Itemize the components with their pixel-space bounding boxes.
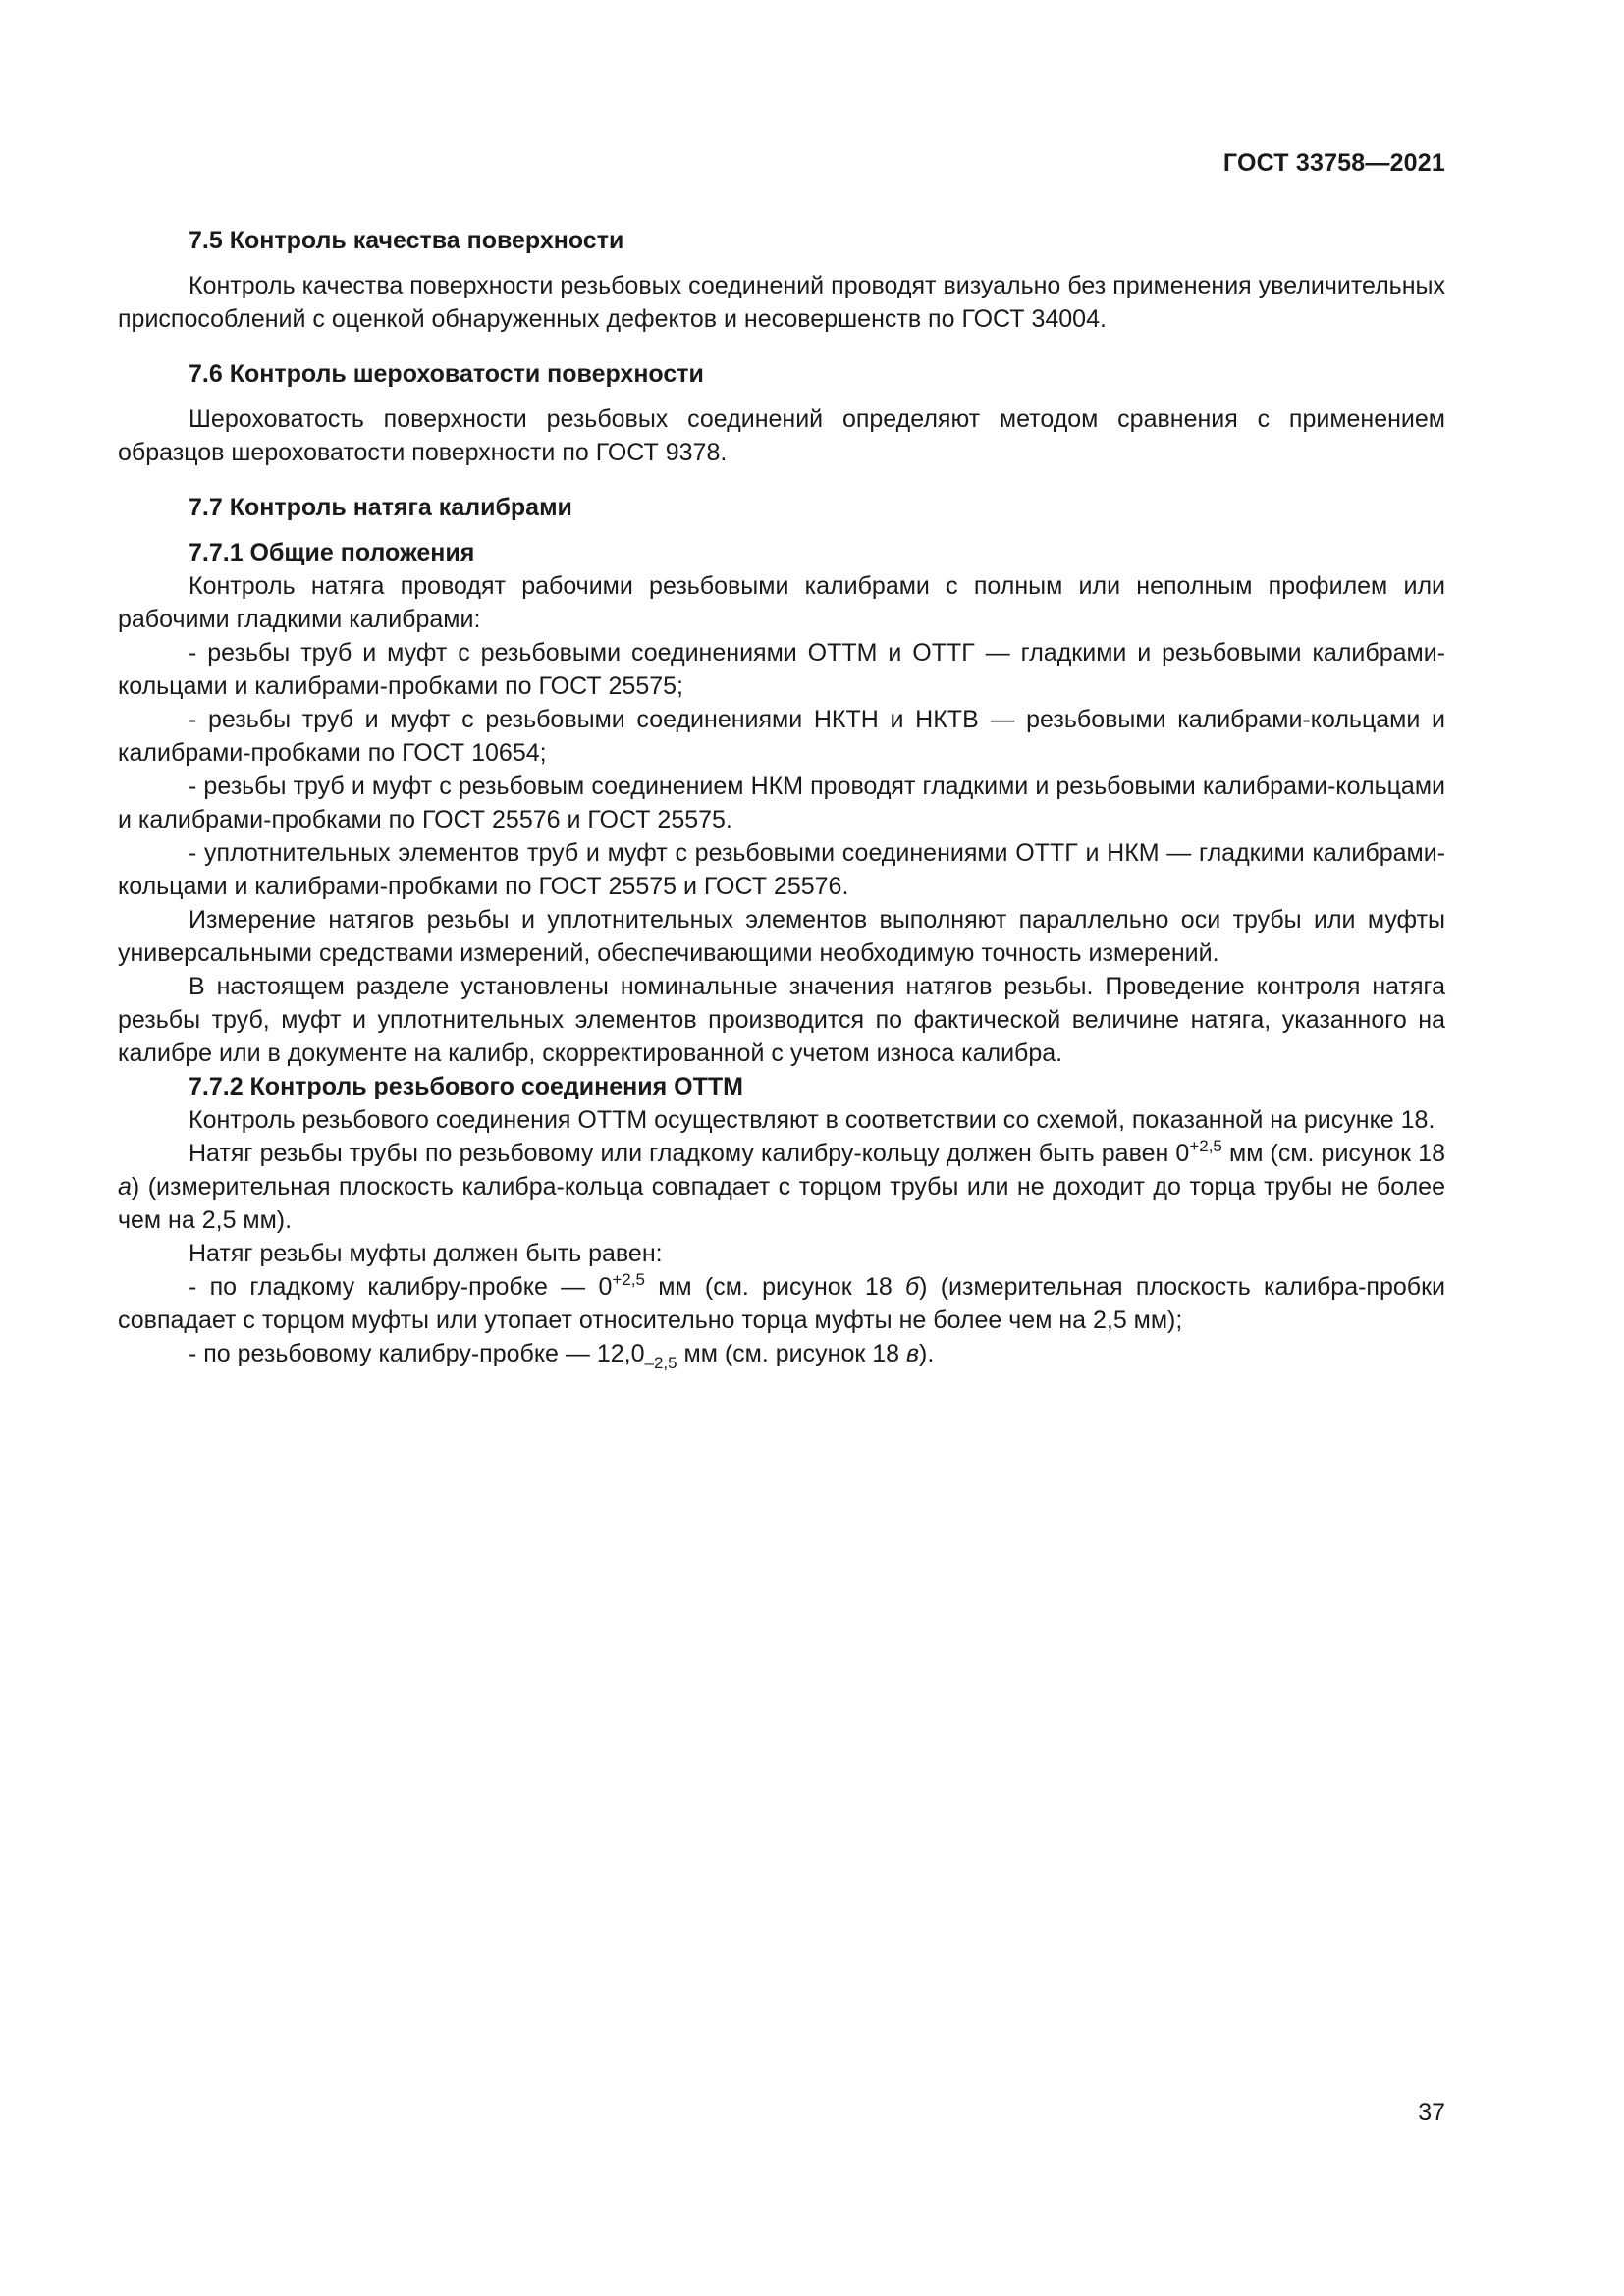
figure-ref: а <box>118 1173 132 1201</box>
section-7-6-title: 7.6 Контроль шероховатости поверхности <box>189 360 704 388</box>
section-7-7-1-title: 7.7.1 Общие положения <box>189 539 475 566</box>
section-7-7-2-pipe-tension-paragraph: Натяг резьбы трубы по резьбовому или гладкому калибру-кольцу должен быть равен $0^{+2,5}$ мм (см. рисунок 18 а) (измерительная плоскость калибра-кольца совпадает с торцом трубы или не доходит до торца трубы не более чем на 2,5 мм). <box>118 1137 1445 1234</box>
section-7-5-paragraph: Контроль качества поверхности резьбовых соединений проводят визуально без применения увеличительных приспособлений с оценкой обнаруженных дефектов и несовершенств по ГОСТ 34004. <box>118 272 1445 333</box>
section-7-5-title: 7.5 Контроль качества поверхности <box>189 227 624 254</box>
tolerance-superscript: +2,5 <box>1189 1137 1222 1155</box>
page-number: 37 <box>1418 2099 1445 2126</box>
list-item: - резьбы труб и муфт с резьбовыми соединениями ОТТМ и ОТТГ — гладкими и резьбовыми калибрами-кольцами и калибрами-пробками по ГОСТ 25575; <box>118 639 1445 700</box>
section-7-7-title: 7.7 Контроль натяга калибрами <box>189 494 572 521</box>
list-item: - резьбы труб и муфт с резьбовым соединением НКМ проводят гладкими и резьбовыми калибрами-кольцами и калибрами-пробками по ГОСТ 25576 и ГОСТ 25575. <box>118 773 1445 833</box>
section-7-7-2-title: 7.7.2 Контроль резьбового соединения ОТТМ <box>189 1073 743 1100</box>
document-body <box>118 224 1445 1370</box>
tolerance-subscript: –2,5 <box>644 1354 677 1372</box>
list-item: - по резьбовому калибру-пробке — $12,0_{-2,5}$ мм (см. рисунок 18 в). <box>189 1340 935 1372</box>
figure-ref: в <box>905 1340 920 1367</box>
section-7-7-1-intro: Контроль натяга проводят рабочими резьбовыми калибрами с полным или неполным профилем или рабочими гладкими калибрами: <box>118 572 1445 633</box>
section-7-7-1-measurement-paragraph: Измерение натягов резьбы и уплотнительных элементов выполняют параллельно оси трубы или муфты универсальными средствами измерений, обеспечивающими необходимую точность измерений. <box>118 906 1445 967</box>
section-7-6-paragraph: Шероховатость поверхности резьбовых соединений определяют методом сравнения с применением образцов шероховатости поверхности по ГОСТ 9378. <box>118 405 1445 466</box>
list-item: - по гладкому калибру-пробке — $0^{+2,5}$ мм (см. рисунок 18 б) (измерительная плоскость калибра-пробки совпадает с торцом муфты или утопает относительно торца муфты не более чем на 2,5 мм); <box>118 1270 1445 1334</box>
section-7-7-1-nominal-paragraph: В настоящем разделе установлены номинальные значения натягов резьбы. Проведение контроля натяга резьбы труб, муфт и уплотнительных элементов производится по фактической величине натяга, указанного на калибре или в документе на калибр, скорректированной с учетом износа калибра. <box>118 973 1445 1067</box>
list-item: - уплотнительных элементов труб и муфт с резьбовыми соединениями ОТТГ и НКМ — гладкими калибрами-кольцами и калибрами-пробками по ГОСТ 25575 и ГОСТ 25576. <box>118 839 1445 900</box>
figure-ref: б <box>905 1273 920 1301</box>
list-item: - резьбы труб и муфт с резьбовыми соединениями НКТН и НКТВ — резьбовыми калибрами-кольцами и калибрами-пробками по ГОСТ 10654; <box>118 706 1445 767</box>
document-id: ГОСТ 33758—2021 <box>1222 149 1445 177</box>
section-7-7-2-coupling-intro: Натяг резьбы муфты должен быть равен: <box>189 1240 663 1267</box>
section-7-7-2-intro: Контроль резьбового соединения ОТТМ осуществляют в соответствии со схемой, показанной на рисунке 18. <box>189 1106 1435 1134</box>
tolerance-superscript: +2,5 <box>612 1270 645 1289</box>
